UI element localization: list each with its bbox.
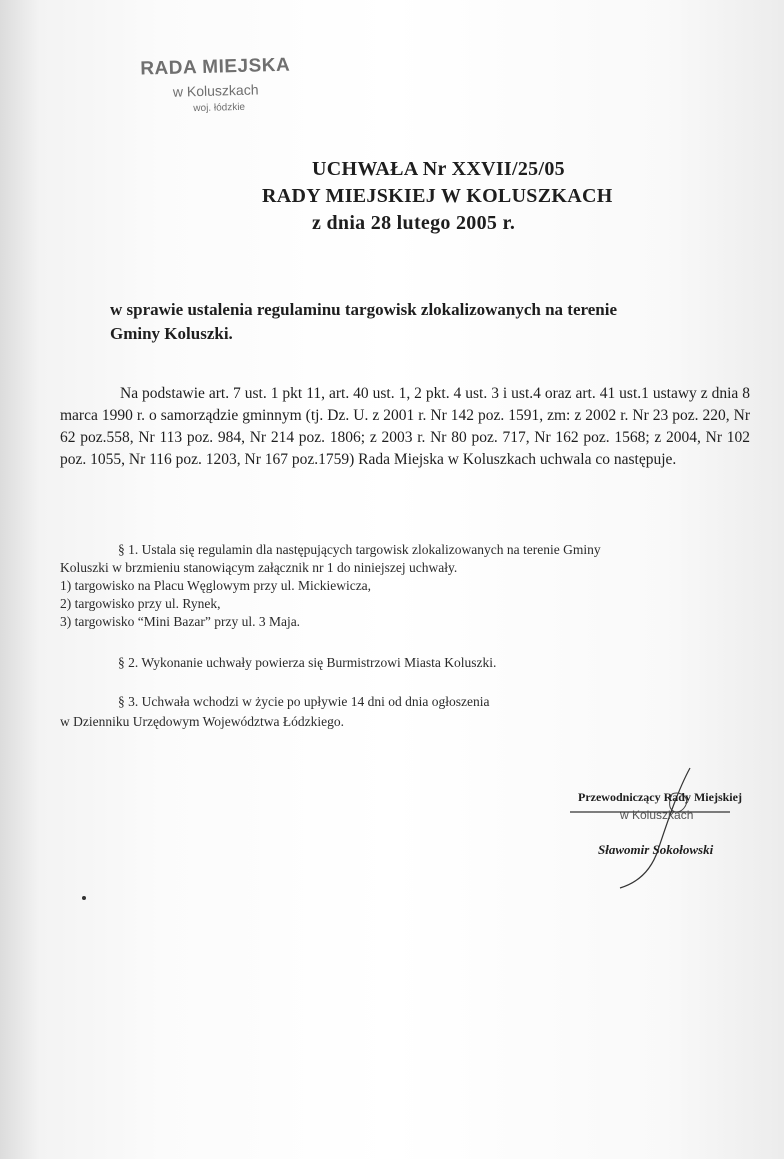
- signatory-stamp: w Koluszkach: [620, 808, 694, 822]
- resolution-number: UCHWAŁA Nr XXVII/25/05: [312, 158, 565, 180]
- stamp-line-3: woj. łódzkie: [193, 101, 246, 115]
- section-3-line-2: w Dzienniku Urzędowym Województwa Łódzkiego.: [60, 714, 344, 729]
- resolution-date: z dnia 28 lutego 2005 r.: [312, 212, 516, 234]
- council-stamp: [138, 53, 338, 115]
- stamp-line-1: RADA MIEJSKA: [140, 54, 291, 80]
- section-1-item-3: 3) targowisko “Mini Bazar” przy ul. 3 Maja.: [60, 614, 301, 629]
- scan-speck: [82, 896, 86, 900]
- section-1-line-1: § 1. Ustala się regulamin dla następujących targowisk zlokalizowanych na terenie Gminy: [118, 542, 601, 557]
- signatory-name: Sławomir Sokołowski: [598, 842, 714, 857]
- subject-line-1: w sprawie ustalenia regulaminu targowisk zlokalizowanych na terenie: [110, 300, 618, 319]
- handwritten-signature: [560, 760, 760, 900]
- resolution-subject: [110, 298, 730, 346]
- section-2: § 2. Wykonanie uchwały powierza się Burmistrzowi Miasta Koluszki.: [118, 655, 497, 670]
- section-1-item-2: 2) targowisko przy ul. Rynek,: [60, 596, 221, 611]
- section-1-line-2: Koluszki w brzmieniu stanowiącym załącznik nr 1 do niniejszej uchwały.: [60, 560, 458, 575]
- section-1-item-1: 1) targowisko na Placu Węglowym przy ul. Mickiewicza,: [60, 578, 372, 593]
- legal-basis-paragraph: Na podstawie art. 7 ust. 1 pkt 11, art. 40 ust. 1, 2 pkt. 4 ust. 3 i ust.4 oraz art. 41 ust.1 ustawy z dnia 8 marca 1990 r. o samorządzie gminnym (tj. Dz. U. z 2001 r. Nr 142 poz. 1591, zm: z 2002 r. Nr 23 poz. 220, Nr 62 poz.558, Nr 113 poz. 984, Nr 214 poz. 1806; z 2003 r. Nr 80 poz. 717, Nr 162 poz. 1568; z 2004, Nr 102 poz. 1055, Nr 116 poz. 1203, Nr 167 poz.1759) Rada Miejska w Koluszkach uchwala co następuje.: [60, 385, 750, 468]
- stamp-line-2: w Koluszkach: [172, 81, 259, 100]
- council-name: RADY MIEJSKIEJ W KOLUSZKACH: [262, 185, 613, 207]
- subject-line-2: Gminy Koluszki.: [110, 324, 233, 343]
- section-3-line-1: § 3. Uchwała wchodzi w życie po upływie 14 dni od dnia ogłoszenia: [118, 694, 490, 709]
- signatory-title: Przewodniczący Rady Miejskiej: [578, 790, 742, 804]
